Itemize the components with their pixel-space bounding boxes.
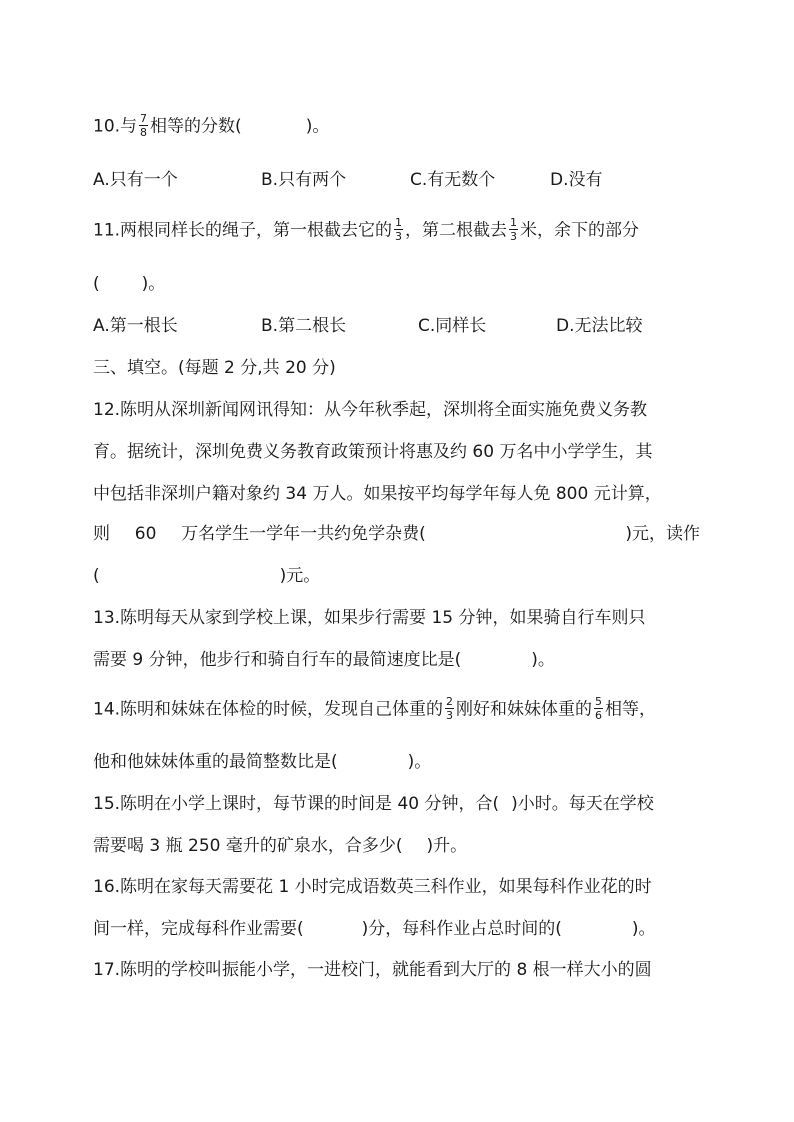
q10-stem: 10.与 $\frac{7}{8}$ 相等的分数( )。 bbox=[93, 112, 330, 139]
q10-option-b[interactable]: B.只有两个 bbox=[261, 170, 347, 190]
q12-line-5: ( )元。 bbox=[93, 566, 321, 586]
q11-option-d[interactable]: D.无法比较 bbox=[556, 316, 643, 336]
q10-option-d[interactable]: D.没有 bbox=[550, 170, 603, 190]
q10-prefix: 10.与 bbox=[93, 116, 138, 137]
q15-line-2: 需要喝 3 瓶 250 毫升的矿泉水，合多少( )升。 bbox=[93, 836, 468, 856]
q13-line-2: 需要 9 分钟，他步行和骑自行车的最简速度比是( )。 bbox=[93, 650, 555, 670]
q12-line-1: 12.陈明从深圳新闻网讯得知：从今年秋季起，深圳将全面实施免费义务教 bbox=[93, 400, 648, 420]
q14-line-1: 14.陈明和妹妹在体检的时候，发现自己体重的 $\frac{2}{3}$ 刚好和妹妹体重的 $\frac{5}{6}$ 相等， bbox=[93, 695, 657, 722]
q10-option-a[interactable]: A.只有一个 bbox=[93, 170, 178, 190]
q11-answer-line: ( )。 bbox=[93, 274, 166, 294]
q14-fraction-2: $\frac{5}{6}$ bbox=[595, 695, 603, 722]
q17-line-1: 17.陈明的学校叫振能小学，一进校门，就能看到大厅的 8 根一样大小的圆 bbox=[93, 960, 652, 980]
q11-option-c[interactable]: C.同样长 bbox=[418, 316, 487, 336]
q12-line-3: 中包括非深圳户籍对象约 34 万人。如果按平均每学年每人免 800 元计算， bbox=[93, 484, 662, 504]
q14-fraction-1: $\frac{2}{3}$ bbox=[446, 695, 454, 722]
q13-line-1: 13.陈明每天从家到学校上课，如果步行需要 15 分钟，如果骑自行车则只 bbox=[93, 608, 646, 628]
q14-line-2: 他和他妹妹体重的最简整数比是( )。 bbox=[93, 752, 432, 772]
q11-fraction-2: $\frac{1}{3}$ bbox=[510, 216, 518, 243]
section-3-title: 三、填空。(每题 2 分,共 20 分) bbox=[93, 358, 336, 378]
q12-line-4: 则 60 万名学生一学年一共约免学杂费( )元，读作 bbox=[93, 524, 700, 544]
q11-option-a[interactable]: A.第一根长 bbox=[93, 316, 178, 336]
q11-fraction-1: $\frac{1}{3}$ bbox=[395, 216, 403, 243]
q12-blank-amount[interactable] bbox=[451, 522, 601, 546]
q10-option-c[interactable]: C.有无数个 bbox=[410, 170, 496, 190]
q11-stem: 11.两根同样长的绳子，第一根截去它的 $\frac{1}{3}$ ，第二根截去 $\frac{1}{3}$ 米，余下的部分 bbox=[93, 216, 640, 243]
q10-fraction: $\frac{7}{8}$ bbox=[140, 112, 148, 139]
q16-line-1: 16.陈明在家每天需要花 1 小时完成语数英三科作业，如果每科作业花的时 bbox=[93, 877, 652, 897]
q15-line-1: 15.陈明在小学上课时，每节课的时间是 40 分钟，合( )小时。每天在学校 bbox=[93, 794, 654, 814]
q16-line-2: 间一样，完成每科作业需要( )分，每科作业占总时间的( )。 bbox=[93, 919, 656, 939]
q11-option-b[interactable]: B.第二根长 bbox=[261, 316, 347, 336]
q12-line-2: 育。据统计，深圳免费义务教育政策预计将惠及约 60 万名中小学学生，其 bbox=[93, 442, 653, 462]
q10-suffix: 相等的分数( bbox=[150, 116, 242, 137]
